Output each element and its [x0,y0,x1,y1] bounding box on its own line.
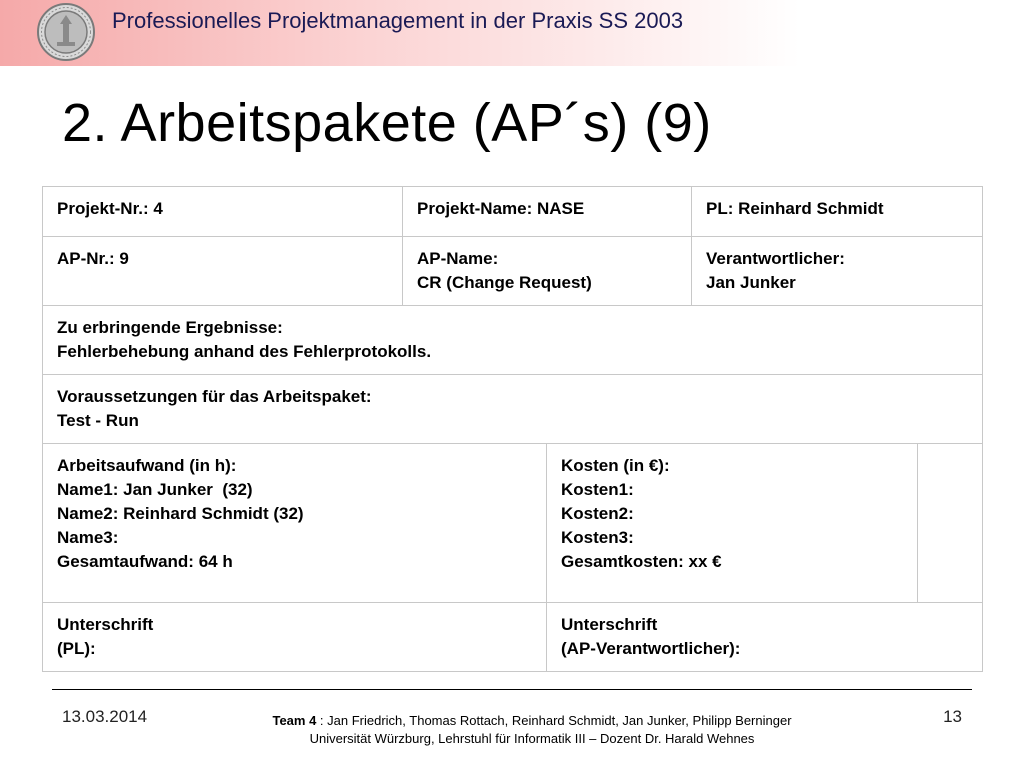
aufwand-label: Arbeitsaufwand (in h): [57,456,237,475]
form-row-ap [43,237,983,306]
signature-ap-sub: (AP-Verantwortlicher): [561,639,741,658]
signature-pl-label: Unterschrift [57,615,154,634]
ap-nr: AP-Nr.: 9 [57,249,129,268]
aufwand-name3: Name3: [57,528,119,547]
verantwortlicher-label: Verantwortlicher: [706,249,845,268]
projekt-name: Projekt-Name: NASE [417,199,585,218]
kosten-cell [547,444,918,603]
kosten-3: Kosten3: [561,528,634,547]
aufwand-name1: Name1: Jan Junker (32) [57,480,253,499]
aufwand-name2: Name2: Reinhard Schmidt (32) [57,504,304,523]
signature-ap-cell [547,603,983,672]
form-row-aufwand-kosten [43,444,983,603]
kosten-gesamt: Gesamtkosten: xx € [561,552,722,571]
ergebnisse-cell [43,306,983,375]
signature-pl-cell [43,603,547,672]
ap-name-value: CR (Change Request) [417,273,592,292]
slide-title: 2. Arbeitspakete (AP´s) (9) [62,93,712,153]
projekt-name-cell [403,187,692,237]
footer-credit [200,712,864,748]
form-row-voraussetzungen [43,375,983,444]
university-seal-icon [36,2,96,62]
footer-team-members: : Jan Friedrich, Thomas Rottach, Reinhard Schmidt, Jan Junker, Philipp Berninger [316,713,792,728]
voraussetzungen-cell [43,375,983,444]
footer-date: 13.03.2014 [62,707,148,726]
kosten-2: Kosten2: [561,504,634,523]
projekt-nr: Projekt-Nr.: 4 [57,199,163,218]
ap-nr-cell [43,237,403,306]
signature-pl-sub: (PL): [57,639,96,658]
header-title: Professionelles Projektmanagement in der Praxis SS 2003 [112,8,684,33]
footer-university: Universität Würzburg, Lehrstuhl für Informatik III – Dozent Dr. Harald Wehnes [309,731,755,746]
verantwortlicher-cell [692,237,983,306]
ergebnisse-label: Zu erbringende Ergebnisse: [57,318,283,337]
kosten-label: Kosten (in €): [561,456,670,475]
footer-team-line [200,712,864,730]
pl-cell [692,187,983,237]
empty-cell [918,444,983,603]
projekt-nr-cell [43,187,403,237]
voraussetzungen-label: Voraussetzungen für das Arbeitspaket: [57,387,372,406]
pl-name: PL: Reinhard Schmidt [706,199,884,218]
verantwortlicher-value: Jan Junker [706,273,796,292]
form-row-ergebnisse [43,306,983,375]
work-package-form [42,186,983,672]
ap-name-cell [403,237,692,306]
ergebnisse-value: Fehlerbehebung anhand des Fehlerprotokolls. [57,342,432,361]
kosten-1: Kosten1: [561,480,634,499]
ap-name-label: AP-Name: [417,249,499,268]
form-row-signatures [43,603,983,672]
voraussetzungen-value: Test - Run [57,411,139,430]
aufwand-gesamt: Gesamtaufwand: 64 h [57,552,233,571]
signature-ap-label: Unterschrift [561,615,658,634]
aufwand-cell [43,444,547,603]
page-number: 13 [943,707,962,726]
footer-divider [52,689,972,690]
form-row-project [43,187,983,237]
footer-team-label: Team 4 [272,713,317,728]
